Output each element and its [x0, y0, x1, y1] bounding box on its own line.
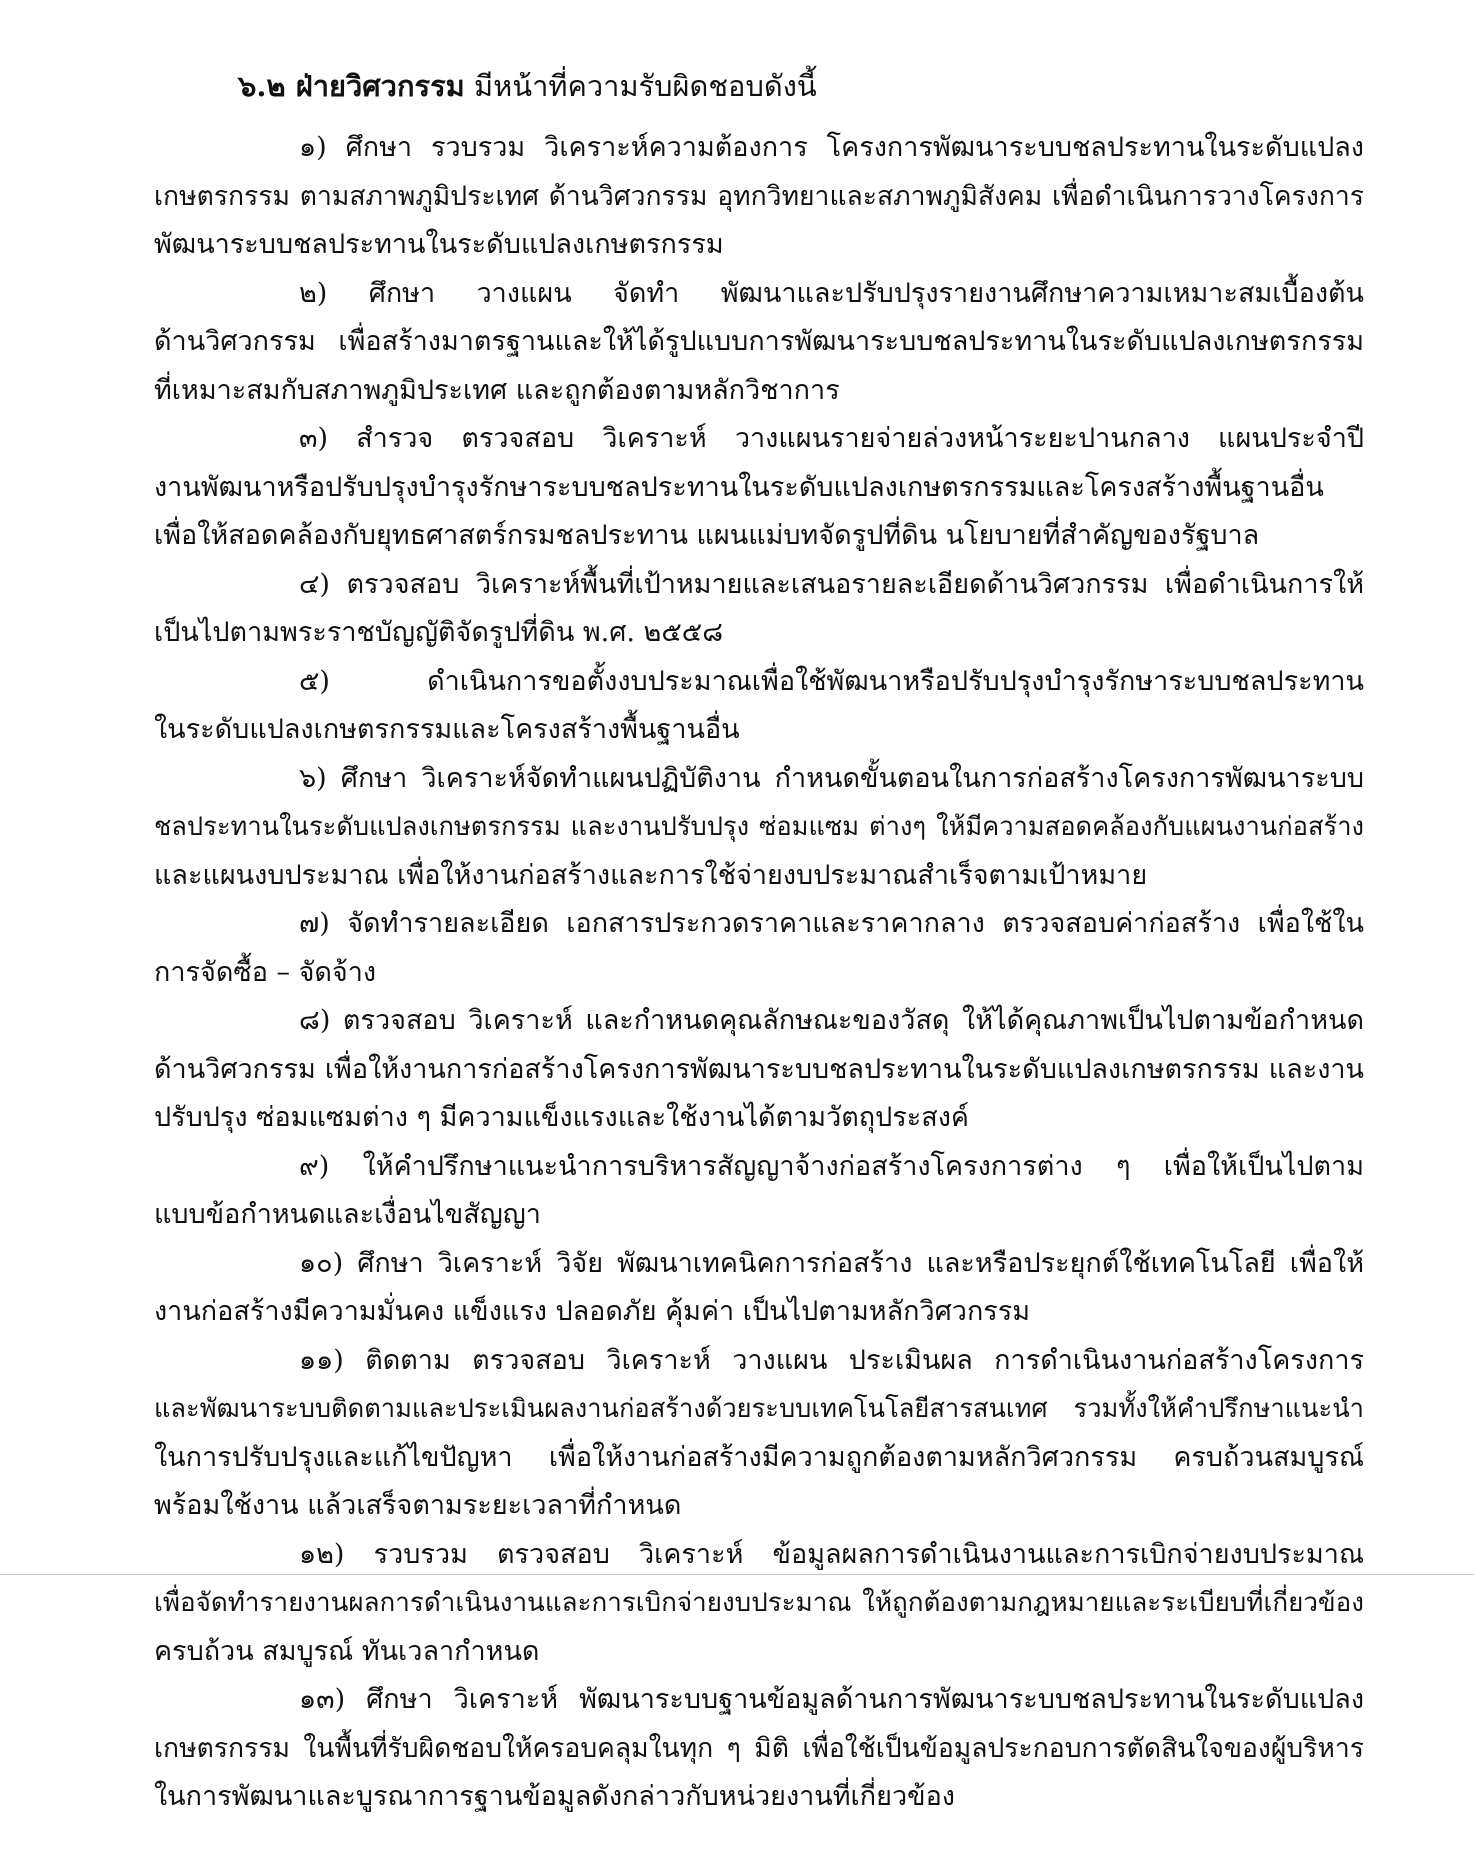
duty-item-line: ๒) ศึกษา วางแผน จัดทำ พัฒนาและปรับปรุงรายงานศึกษาความเหมาะสมเบื้องต้น	[299, 277, 1364, 309]
duty-item-line: และพัฒนาระบบติดตามและประเมินผลงานก่อสร้างด้วยระบบเทคโนโลยีสารสนเทศ รวมทั้งให้คำปรึกษาแนะนำ	[154, 1394, 1364, 1424]
duty-item-line: เพื่อจัดทำรายงานผลการดำเนินงานและการเบิกจ่ายงบประมาณ ให้ถูกต้องตามกฎหมายและระเบียบที่เกี่ยวข้อง	[154, 1588, 1364, 1618]
duty-item-line: แบบข้อกำหนดและเงื่อนไขสัญญา	[154, 1199, 541, 1230]
duty-item-line: ๕) ดำเนินการขอตั้งงบประมาณเพื่อใช้พัฒนาหรือปรับปรุงบำรุงรักษาระบบชลประทาน	[299, 665, 1364, 697]
duty-item-line: ปรับปรุง ซ่อมแซมต่าง ๆ มีความแข็งแรงและใช้งานได้ตามวัตถุประสงค์	[154, 1102, 969, 1133]
duty-item-line: พัฒนาระบบชลประทานในระดับแปลงเกษตรกรรม	[154, 229, 724, 260]
duty-list	[154, 124, 1364, 1822]
duty-item	[154, 997, 1364, 1143]
duty-item	[154, 658, 1364, 755]
duty-item-line: ที่เหมาะสมกับสภาพภูมิประเทศ และถูกต้องตามหลักวิชาการ	[154, 374, 840, 406]
duty-item-line: ในการพัฒนาและบูรณาการฐานข้อมูลดังกล่าวกับหน่วยงานที่เกี่ยวข้อง	[154, 1781, 955, 1812]
duty-item-line: เกษตรกรรม ตามสภาพภูมิประเทศ ด้านวิศวกรรม อุทกวิทยาและสภาพภูมิสังคม เพื่อดำเนินการวางโครงการ	[154, 180, 1364, 212]
duty-item	[154, 1240, 1364, 1337]
duty-item-line: ๑๒) รวบรวม ตรวจสอบ วิเคราะห์ ข้อมูลผลการดำเนินงานและการเบิกจ่ายงบประมาณ	[299, 1538, 1364, 1570]
duty-item	[154, 1531, 1364, 1677]
duty-item-line: ๑๐) ศึกษา วิเคราะห์ วิจัย พัฒนาเทคนิคการก่อสร้าง และหรือประยุกต์ใช้เทคโนโลยี เพื่อให้	[299, 1247, 1364, 1279]
duty-item	[154, 415, 1364, 561]
section-heading-title: ๖.๒ ฝ่ายวิศวกรรม	[238, 69, 465, 103]
duty-item-line: ๙) ให้คำปรึกษาแนะนำการบริหารสัญญาจ้างก่อสร้างโครงการต่าง ๆ เพื่อให้เป็นไปตาม	[299, 1150, 1364, 1182]
duty-item-line: ๑) ศึกษา รวบรวม วิเคราะห์ความต้องการ โครงการพัฒนาระบบชลประทานในระดับแปลง	[299, 132, 1364, 163]
duty-item-line: ๑๑) ติดตาม ตรวจสอบ วิเคราะห์ วางแผน ประเมินผล การดำเนินงานก่อสร้างโครงการ	[299, 1344, 1364, 1376]
duty-item-line: เป็นไปตามพระราชบัญญัติจัดรูปที่ดิน พ.ศ. ๒๕๕๘	[154, 617, 724, 648]
duty-item	[154, 1676, 1364, 1822]
duty-item	[154, 900, 1364, 997]
duty-item-line: และแผนงบประมาณ เพื่อให้งานก่อสร้างและการใช้จ่ายงบประมาณสำเร็จตามเป้าหมาย	[154, 859, 1148, 891]
duty-item	[154, 124, 1364, 270]
duty-item-line: เพื่อให้สอดคล้องกับยุทธศาสตร์กรมชลประทาน แผนแม่บทจัดรูปที่ดิน นโยบายที่สำคัญของรัฐบาล	[154, 520, 1260, 551]
duty-item	[154, 1143, 1364, 1240]
duty-item	[154, 755, 1364, 901]
scan-line-artifact	[0, 1574, 1474, 1575]
duty-item-line: ๓) สำรวจ ตรวจสอบ วิเคราะห์ วางแผนรายจ่ายล่วงหน้าระยะปานกลาง แผนประจำปี	[299, 423, 1364, 454]
duty-item-line: ในการปรับปรุงและแก้ไขปัญหา เพื่อให้งานก่อสร้างมีความถูกต้องตามหลักวิศวกรรม ครบถ้วนสมบูรณ์	[154, 1441, 1364, 1473]
duty-item-line: ๔) ตรวจสอบ วิเคราะห์พื้นที่เป้าหมายและเสนอรายละเอียดด้านวิศวกรรม เพื่อดำเนินการให้	[299, 568, 1364, 600]
duty-item-line: ครบถ้วน สมบูรณ์ ทันเวลากำหนด	[154, 1635, 540, 1667]
duty-item-line: งานพัฒนาหรือปรับปรุงบำรุงรักษาระบบชลประทานในระดับแปลงเกษตรกรรมและโครงสร้างพื้นฐานอื่น	[154, 471, 1324, 503]
duty-item-line: ๑๓) ศึกษา วิเคราะห์ พัฒนาระบบฐานข้อมูลด้านการพัฒนาระบบชลประทานในระดับแปลง	[299, 1684, 1364, 1715]
duty-item-line: ในระดับแปลงเกษตรกรรมและโครงสร้างพื้นฐานอื่น	[154, 714, 740, 745]
duty-item-line: ๖) ศึกษา วิเคราะห์จัดทำแผนปฏิบัติงาน กำหนดขั้นตอนในการก่อสร้างโครงการพัฒนาระบบ	[299, 762, 1364, 794]
duty-item	[154, 561, 1364, 658]
section-heading	[238, 64, 1364, 108]
duty-item-line: ๘) ตรวจสอบ วิเคราะห์ และกำหนดคุณลักษณะของวัสดุ ให้ได้คุณภาพเป็นไปตามข้อกำหนด	[299, 1005, 1364, 1036]
duty-item-line: ๗) จัดทำรายละเอียด เอกสารประกวดราคาและราคากลาง ตรวจสอบค่าก่อสร้าง เพื่อใช้ใน	[299, 908, 1364, 939]
duty-item-line: ด้านวิศวกรรม เพื่อสร้างมาตรฐานและให้ได้รูปแบบการพัฒนาระบบชลประทานในระดับแปลงเกษตรกรรม	[154, 326, 1364, 357]
duty-item-line: ด้านวิศวกรรม เพื่อให้งานการก่อสร้างโครงการพัฒนาระบบชลประทานในระดับแปลงเกษตรกรรม และงาน	[154, 1053, 1364, 1085]
section-heading-description: มีหน้าที่ความรับผิดชอบดังนี้	[464, 69, 817, 103]
duty-item-line: ชลประทานในระดับแปลงเกษตรกรรม และงานปรับปรุง ซ่อมแซม ต่างๆ ให้มีความสอดคล้องกับแผนงานก่อสร้าง	[154, 812, 1364, 842]
duty-item-line: การจัดซื้อ – จัดจ้าง	[154, 956, 377, 988]
duty-item-line: เกษตรกรรม ในพื้นที่รับผิดชอบให้ครอบคลุมในทุก ๆ มิติ เพื่อใช้เป็นข้อมูลประกอบการตัดสินใจของผู้บริหาร	[154, 1732, 1364, 1764]
duty-item	[154, 1337, 1364, 1531]
duty-item-line: งานก่อสร้างมีความมั่นคง แข็งแรง ปลอดภัย คุ้มค่า เป็นไปตามหลักวิศวกรรม	[154, 1296, 1031, 1327]
duty-item	[154, 270, 1364, 416]
duty-item-line: พร้อมใช้งาน แล้วเสร็จตามระยะเวลาที่กำหนด	[154, 1490, 682, 1521]
